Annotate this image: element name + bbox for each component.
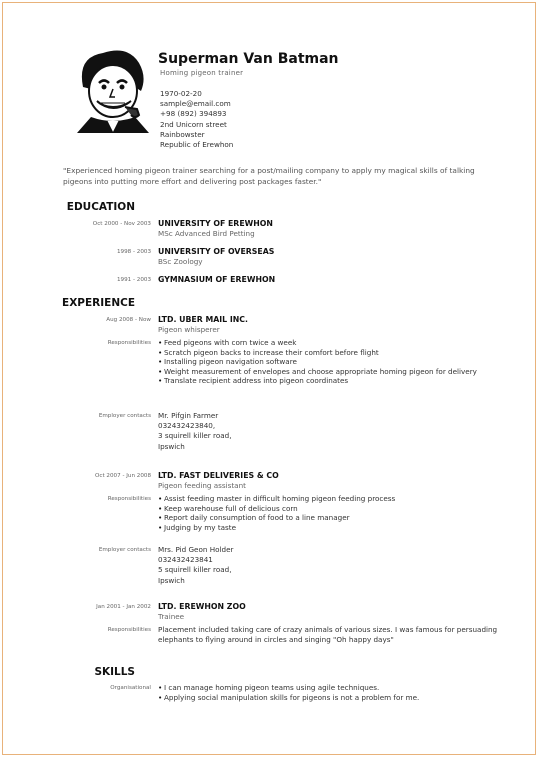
- contact-name: Mrs. Pid Geon Holder: [158, 545, 234, 554]
- education-degree: BSc Zoology: [158, 257, 203, 266]
- contact-phone: 032432423841: [158, 555, 213, 565]
- birth-date: 1970-02-20: [160, 89, 202, 98]
- job-date: Jan 2001 - Jan 2002: [96, 604, 151, 610]
- city: Rainbowster: [160, 129, 205, 139]
- caricature-icon: [73, 47, 153, 133]
- job-company: LTD. UBER MAIL INC.: [158, 315, 248, 324]
- list-item: • Scratch pigeon backs to increase their comfort before flight: [158, 348, 503, 358]
- list-item: • Weight measurement of envelopes and choose appropriate homing pigeon for delivery: [158, 367, 503, 377]
- education-heading: EDUCATION: [66, 201, 135, 213]
- list-item: • Keep warehouse full of delicious corn: [158, 504, 503, 514]
- job-role: Pigeon whisperer: [158, 325, 220, 334]
- education-institution: UNIVERSITY OF OVERSEAS: [158, 247, 275, 256]
- email: sample@email.com: [160, 99, 231, 109]
- contact-name: Mr. Pifgin Farmer: [158, 411, 219, 420]
- employer-contacts-label: Employer contacts: [98, 413, 151, 419]
- contact-street: 5 squirell killer road,: [158, 565, 232, 575]
- phone: +98 (892) 394893: [160, 109, 227, 119]
- responsibilities-label: Responsibilities: [107, 627, 151, 633]
- job-role: Trainee: [158, 612, 185, 621]
- education-institution: UNIVERSITY OF EREWHON: [158, 219, 273, 228]
- list-item: • Translate recipient address into pigeon coordinates: [158, 376, 503, 386]
- education-date: Oct 2000 - Nov 2003: [92, 221, 151, 227]
- contact-city: Ipswich: [158, 575, 185, 585]
- skills-heading: SKILLS: [94, 666, 135, 678]
- job-date: Aug 2008 - Now: [106, 317, 151, 323]
- job-company: LTD. FAST DELIVERIES & CO: [158, 471, 279, 480]
- list-item: • Feed pigeons with corn twice a week: [158, 338, 503, 348]
- job-date: Oct 2007 - Jun 2008: [94, 473, 151, 479]
- list-item: • Installing pigeon navigation software: [158, 357, 503, 367]
- education-date: 1998 - 2003: [116, 249, 151, 255]
- employer-contacts-label: Employer contacts: [98, 547, 151, 553]
- resume-page: [2, 2, 536, 755]
- contact-street: 3 squirell killer road,: [158, 431, 232, 441]
- job-description: Placement included taking care of crazy animals of various sizes. I was famous for persuading elephants to flying around in circles and singing "Oh happy days": [158, 625, 498, 644]
- street: 2nd Unicorn street: [160, 119, 227, 129]
- list-item: • I can manage homing pigeon teams using agile techniques.: [158, 683, 503, 693]
- list-item: • Judging by my taste: [158, 523, 503, 533]
- responsibilities-label: Responsibilities: [107, 340, 151, 346]
- candidate-title: Homing pigeon trainer: [160, 69, 244, 77]
- candidate-name: Superman Van Batman: [158, 51, 339, 67]
- country: Republic of Erewhon: [160, 140, 234, 150]
- contact-phone: 032432423840,: [158, 421, 216, 431]
- portrait-image: [73, 47, 153, 133]
- skills-label: Organisational: [110, 685, 151, 691]
- responsibilities-label: Responsibilities: [107, 496, 151, 502]
- list-item: • Applying social manipulation skills for pigeons is not a problem for me.: [158, 693, 503, 703]
- education-degree: MSc Advanced Bird Petting: [158, 229, 255, 238]
- education-institution: GYMNASIUM OF EREWHON: [158, 275, 276, 284]
- contact-city: Ipswich: [158, 441, 185, 451]
- list-item: • Assist feeding master in difficult homing pigeon feeding process: [158, 494, 503, 504]
- job-company: LTD. EREWHON ZOO: [158, 602, 246, 611]
- contact-details: [160, 89, 233, 150]
- experience-heading: EXPERIENCE: [62, 297, 135, 309]
- summary-text: "Experienced homing pigeon trainer searching for a post/mailing company to apply my magical skills of talking pigeons into putting more effort and delivering post packages faster.": [63, 166, 475, 186]
- education-date: 1991 - 2003: [116, 277, 151, 283]
- job-role: Pigeon feeding assistant: [158, 481, 246, 490]
- list-item: • Report daily consumption of food to a line manager: [158, 513, 503, 523]
